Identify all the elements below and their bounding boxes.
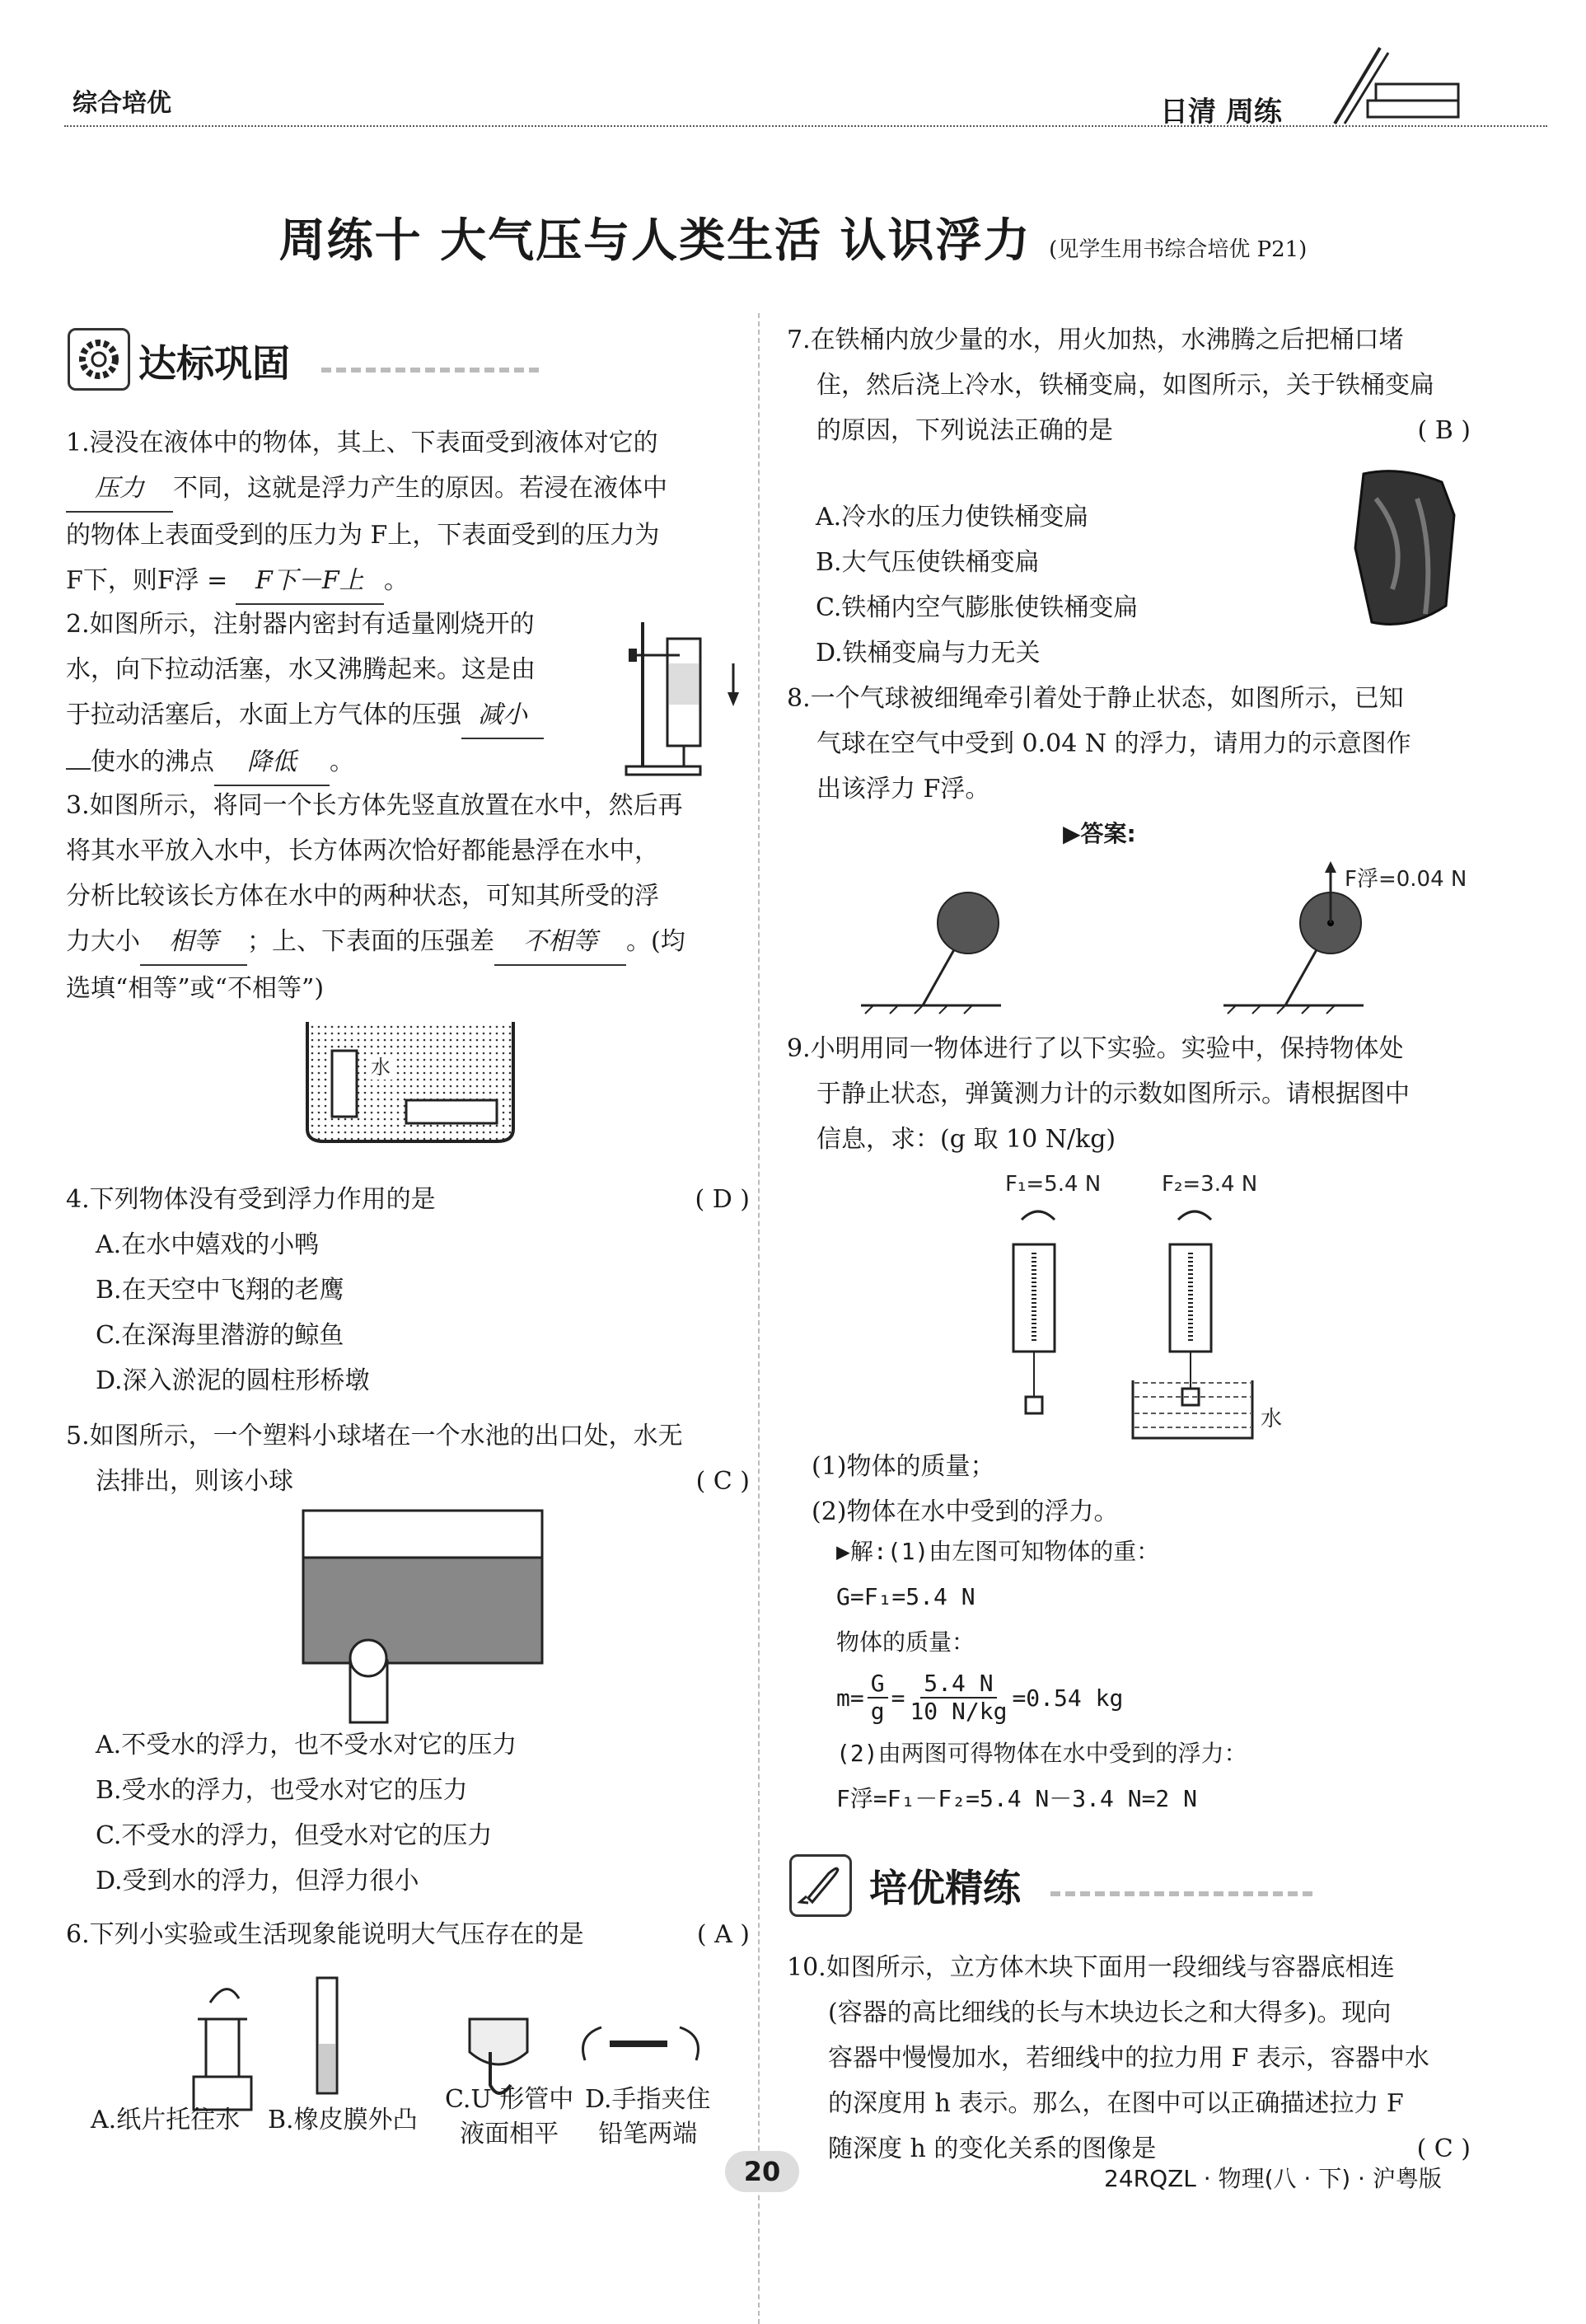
section-divider (321, 368, 544, 372)
option-a: A.纸片托往水 (91, 2106, 241, 2134)
question-9-solution: ▶解:(1)由左图可知物体的重： G=F₁=5.4 N 物体的质量： m= $\frac{G}{g}$ = $\frac{5.4 N}{10 N/kg}$ =0.54 kg (2)由两图可得物体在水中受到的浮力： F浮=F₁－F₂=5.4 N－3.4 N=2 N (836, 1538, 1247, 1812)
option-a: A.冷水的压力使铁桶变扁 (816, 503, 1089, 532)
book-code: 24RQZL · 物理(八 · 下) · 沪粤版 (1104, 2165, 1442, 2192)
section-title-advanced: 培优精练 (869, 1866, 1021, 1910)
answer-blank: F下－F上 (236, 558, 384, 605)
option-b: B.在天空中飞翔的老鹰 (96, 1276, 344, 1305)
answer-choice: ( C ) (1416, 2134, 1471, 2163)
option-d: D.受到水的浮力，但浮力很小 (96, 1867, 419, 1895)
question-3: 3.如图所示，将同一个长方体先竖直放置在水中，然后再 将其水平放入水中，长方体两次恰好都能悬浮在水中， 分析比较该长方体在水中的两种状态，可知其所受的浮 力大小 相等 ；上、下表面的压强差 不相等 。(均 选填“相等”或“不相等”) (66, 791, 685, 1003)
header-left: 综合培优 (73, 89, 171, 118)
force-label: F浮=0.04 N (1345, 867, 1467, 892)
syringe-figure (622, 606, 754, 779)
crushed-can-figure (1343, 466, 1467, 647)
question-6: 6.下列小实验或生活现象能说明大气压存在的是 ( A ) (66, 1912, 750, 1957)
rocket-icon (789, 1854, 852, 1917)
spring-scale-figure (989, 1162, 1318, 1442)
answer-blank: 降低 (214, 739, 330, 786)
answer-blank: 压力 (66, 466, 173, 513)
question-9: 9.小明用同一物体进行了以下实验。实验中，保持物体处 于静止状态，弹簧测力计的示数如图所示。请根据图中 信息，求：(g 取 10 N/kg) (787, 1034, 1410, 1154)
answer-blank: 减小 (461, 692, 544, 739)
option-d: D.深入淤泥的圆柱形桥墩 (96, 1366, 370, 1395)
question-8: 8.一个气球被细绳牵引着处于静止状态，如图所示，已知 气球在空气中受到 0.04 N 的浮力，请用力的示意图作 出该浮力 F浮。 (787, 684, 1411, 804)
question-9-parts: (1)物体的质量； (2)物体在水中受到的浮力。 (812, 1452, 1119, 1526)
question-4: 4.下列物体没有受到浮力作用的是 ( D ) A.在水中嬉戏的小鸭 B.在天空中飞翔的老鹰 C.在深海里潜游的鲸鱼 D.深入淤泥的圆柱形桥墩 (66, 1177, 750, 1403)
answer-choice: ( A ) (696, 1920, 750, 1949)
balloon-figure (857, 861, 1467, 1026)
column-divider (758, 313, 760, 2324)
option-b: B.橡皮膜外凸 (268, 2106, 418, 2134)
answer-choice: ( B ) (1417, 416, 1471, 445)
question-2: 2.如图所示，注射器内密封有适量刚烧开的 水，向下拉动活塞，水又沸腾起来。这是由 于拉动活塞后，水面上方气体的压强 减小 使水的沸点 降低 。 (66, 602, 643, 786)
container-figure (303, 1018, 517, 1150)
f1-label: F₁=5.4 N (1005, 1172, 1102, 1197)
water-label: 水 (371, 1056, 391, 1079)
section-divider (1050, 1891, 1314, 1896)
answer-choice: ( C ) (695, 1467, 750, 1496)
option-d: D.手指夹住 铅笔两端 (585, 2085, 711, 2148)
page-number: 20 (725, 2151, 799, 2192)
option-c: C.在深海里潜游的鲸鱼 (96, 1321, 344, 1350)
question-7: 7.在铁桶内放少量的水，用火加热，水沸腾之后把桶口堵 住，然后浇上冷水，铁桶变扁，如图所示，关于铁桶变扁 的原因，下列说法正确的是 ( B ) (787, 317, 1471, 453)
question-1: 1.浸没在液体中的物体，其上、下表面受到液体对它的 压力 不同，这就是浮力产生的原因。若浸在液体中 的物体上表面受到的压力为 F上，下表面受到的压力为 F下，则F浮 = F下－F上 。 (66, 420, 750, 605)
question-5-options (66, 1722, 750, 1904)
question-10: 10.如图所示，立方体木块下面用一段细线与容器底相连 (容器的高比细线的长与木块边长之和大得多)。现向 容器中慢慢加水，若细线中的拉力用 F 表示，容器中水 的深度用 h 表示。那么，在图中可以正确描述拉力 F 随深度 h 的变化关系的图像是 ( C ) (787, 1945, 1471, 2172)
option-b: B.受水的浮力，也受水对它的压力 (96, 1776, 468, 1805)
option-b: B.大气压使铁桶变扁 (816, 548, 1040, 577)
books-icon (1318, 41, 1467, 132)
answer-blank: 不相等 (494, 919, 626, 966)
option-d: D.铁桶变扁与力无关 (816, 639, 1041, 668)
option-c: C.U 形管中 液面相平 (445, 2085, 574, 2148)
answer-label: ▶答案: (1063, 820, 1136, 847)
option-c: C.不受水的浮力，但受水对它的压力 (96, 1821, 493, 1850)
option-c: C.铁桶内空气膨胀使铁桶变扁 (816, 593, 1139, 622)
f2-label: F₂=3.4 N (1162, 1172, 1258, 1197)
pool-ball-figure (301, 1508, 548, 1722)
question-7-options (816, 494, 1310, 676)
gear-icon (68, 328, 130, 391)
section-title-basic: 达标巩固 (138, 341, 290, 386)
header-right: 日清 周练 (1160, 96, 1282, 129)
answer-choice: ( D ) (695, 1185, 750, 1214)
question-5: 5.如图所示，一个塑料小球堵在一个水池的出口处，水无 法排出，则该小球 ( C ) (66, 1413, 750, 1504)
page-title: 周练十 大气压与人类生活 认识浮力 (见学生用书综合培优 P21) (278, 213, 1308, 268)
answer-blank: 相等 (140, 919, 247, 966)
option-a: A.不受水的浮力，也不受水对它的压力 (96, 1731, 517, 1759)
water-label: 水 (1261, 1407, 1283, 1431)
option-a: A.在水中嬉戏的小鸭 (96, 1230, 320, 1259)
